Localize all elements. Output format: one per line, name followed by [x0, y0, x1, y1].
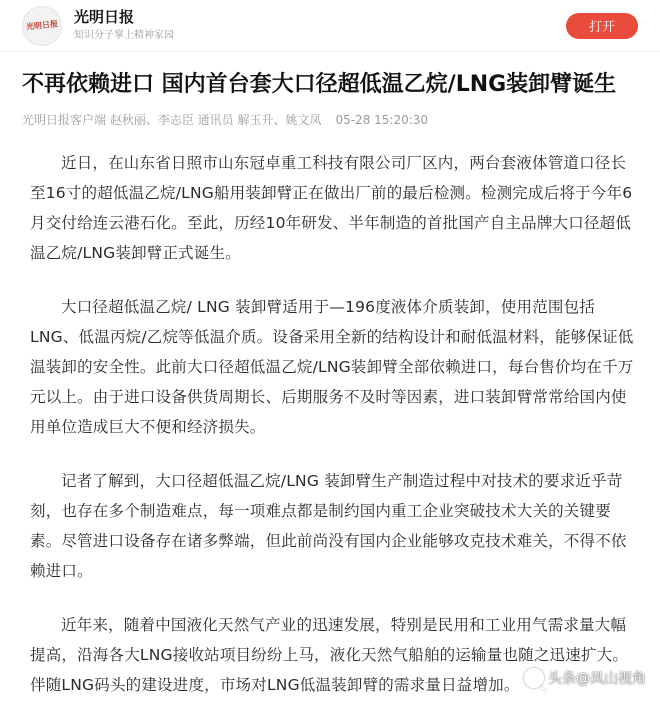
watermark	[524, 668, 646, 688]
brand-info	[74, 8, 174, 43]
article-body	[30, 148, 640, 700]
article-meta	[22, 112, 638, 128]
paragraph: 近年来，随着中国液化天然气产业的迅速发展，特别是民用和工业用气需求量大幅提高，沿海各大LNG接收站项目纷纷上马，液化天然气船舶的运输量也随之迅速扩大。伴随LNG码头的建设进度，市场对LNG低温装卸臂的需求量日益增加。	[30, 616, 629, 694]
paragraph: 近日，在山东省日照市山东冠卓重工科技有限公司厂区内，两台套液体管道口径长至16寸的超低温乙烷/LNG船用装卸臂正在做出厂前的最后检测。检测完成后将于今年6月交付给连云港石化。至此，历经10年研发、半年制造的首批国产自主品牌大口径超低温乙烷/LNG装卸臂正式诞生。	[30, 154, 633, 262]
article-title: 不再依赖进口 国内首台套大口径超低温乙烷/LNG装卸臂诞生	[22, 72, 617, 97]
open-app-button[interactable]: 打开	[566, 13, 638, 39]
brand-slogan: 知识分子掌上精神家园	[74, 30, 174, 41]
brand-logo[interactable]	[22, 6, 62, 46]
paragraph: 记者了解到，大口径超低温乙烷/LNG 装卸臂生产制造过程中对技术的要求近乎苛刻，也存在多个制造难点，每一项难点都是制约国内重工企业突破技术大关的关键要素。尽管进口设备存在诸多弊端，但此前尚没有国内企业能够攻克技术难关，不得不依赖进口。	[30, 472, 627, 580]
article-time: 05-28 15:20:30	[335, 113, 429, 127]
article-byline: 光明日报客户端 赵秋丽、李志臣 通讯员 解玉升、姚文凤	[22, 113, 322, 127]
paragraph: 大口径超低温乙烷/ LNG 装卸臂适用于—196度液体介质装卸，使用范围包括LNG、低温丙烷/乙烷等低温介质。设备采用全新的结构设计和耐低温材料，能够保证低温装卸的安全性。此前大口径超低温乙烷/LNG装卸臂全部依赖进口，每台售价均在千万元以上。由于进口设备供货周期长、后期服务不及时等因素，进口装卸臂常常给国内使用单位造成巨大不便和经济损失。	[30, 298, 634, 436]
brand-name[interactable]: 光明日报	[74, 8, 135, 26]
search-icon	[524, 668, 544, 688]
logo-text: 光明日报	[25, 18, 59, 32]
top-bar	[0, 0, 660, 52]
watermark-text: 头条@凤山视角	[548, 671, 646, 687]
